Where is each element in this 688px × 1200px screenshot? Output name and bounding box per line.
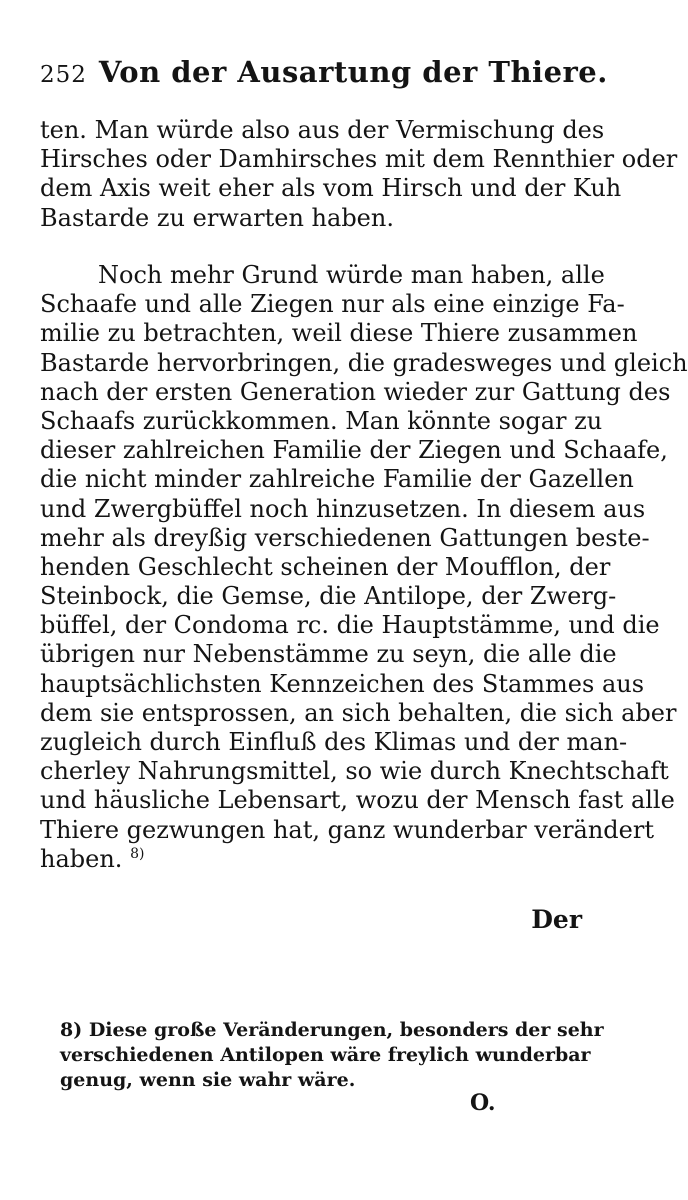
text-line: und Zwergbüffel noch hinzusetzen. In diesem aus [40,494,646,523]
page-number: 252 [40,62,87,88]
text-line: mehr als dreyßig verschiedenen Gattungen beste- [40,523,650,552]
text-line: Schaafs zurückkommen. Man könnte sogar zu [40,406,603,435]
text-line: zugleich durch Einfluß des Klimas und der man- [40,728,628,756]
text-line: Hirsches oder Damhirsches mit dem Rennthier oder [40,145,678,174]
text-line-last [40,845,580,874]
text-line: hauptsächlichsten Kennzeichen des Stammes aus [40,669,645,698]
footnote-line: genug, wenn sie wahr wäre. [60,1069,356,1091]
text-line: henden Geschlecht scheinen der Moufflon, der [40,552,611,581]
text-line: und häusliche Lebensart, wozu der Mensch fast alle [40,786,675,815]
text-line: dem sie entsprossen, an sich behalten, die sich aber [40,698,677,727]
text-line: die nicht minder zahlreiche Familie der Gazellen [40,465,634,494]
text-line: dem Axis weit eher als vom Hirsch und der Kuh [40,174,622,203]
footnote-line: 8) Diese große Veränderungen, besonders der sehr [60,1019,604,1041]
text-line: Bastarde zu erwarten haben. [40,203,394,232]
text-line: Schaafe und alle Ziegen nur als eine einzige Fa- [40,290,625,319]
text-line: Noch mehr Grund würde man haben, alle [98,261,605,289]
running-title: Von der Ausartung der Thiere. [98,55,608,89]
footnote-reference: 8) [130,845,145,862]
running-head [40,52,608,92]
text-line: Steinbock, die Gemse, die Antilope, der Zwerg- [40,582,617,611]
text-line: übrigen nur Nebenstämme zu seyn, die alle die [40,640,617,669]
paragraph [40,261,688,874]
footnote-line: verschiedenen Antilopen wäre freylich wunderbar [60,1044,591,1066]
text-line: büffel, der Condoma rc. die Hauptstämme, und die [40,611,660,640]
paragraph [40,116,678,233]
text-line: nach der ersten Generation wieder zur Gattung des [40,377,671,406]
text-line: milie zu betrachten, weil diese Thiere zusammen [40,319,638,348]
text-line: cherley Nahrungsmittel, so wie durch Knechtschaft [40,757,669,786]
text-line: Bastarde hervorbringen, die gradesweges und gleich [40,348,688,377]
text-line: Thiere gezwungen hat, ganz wunderbar verändert [40,815,654,844]
signature-mark: O. [470,1090,496,1116]
footnote [60,1018,604,1093]
text-line: dieser zahlreichen Familie der Ziegen und Schaafe, [40,436,668,465]
last-line-text: haben. [40,844,123,873]
text-line: ten. Man würde also aus der Vermischung des [40,116,605,144]
catchword: Der [531,905,582,934]
